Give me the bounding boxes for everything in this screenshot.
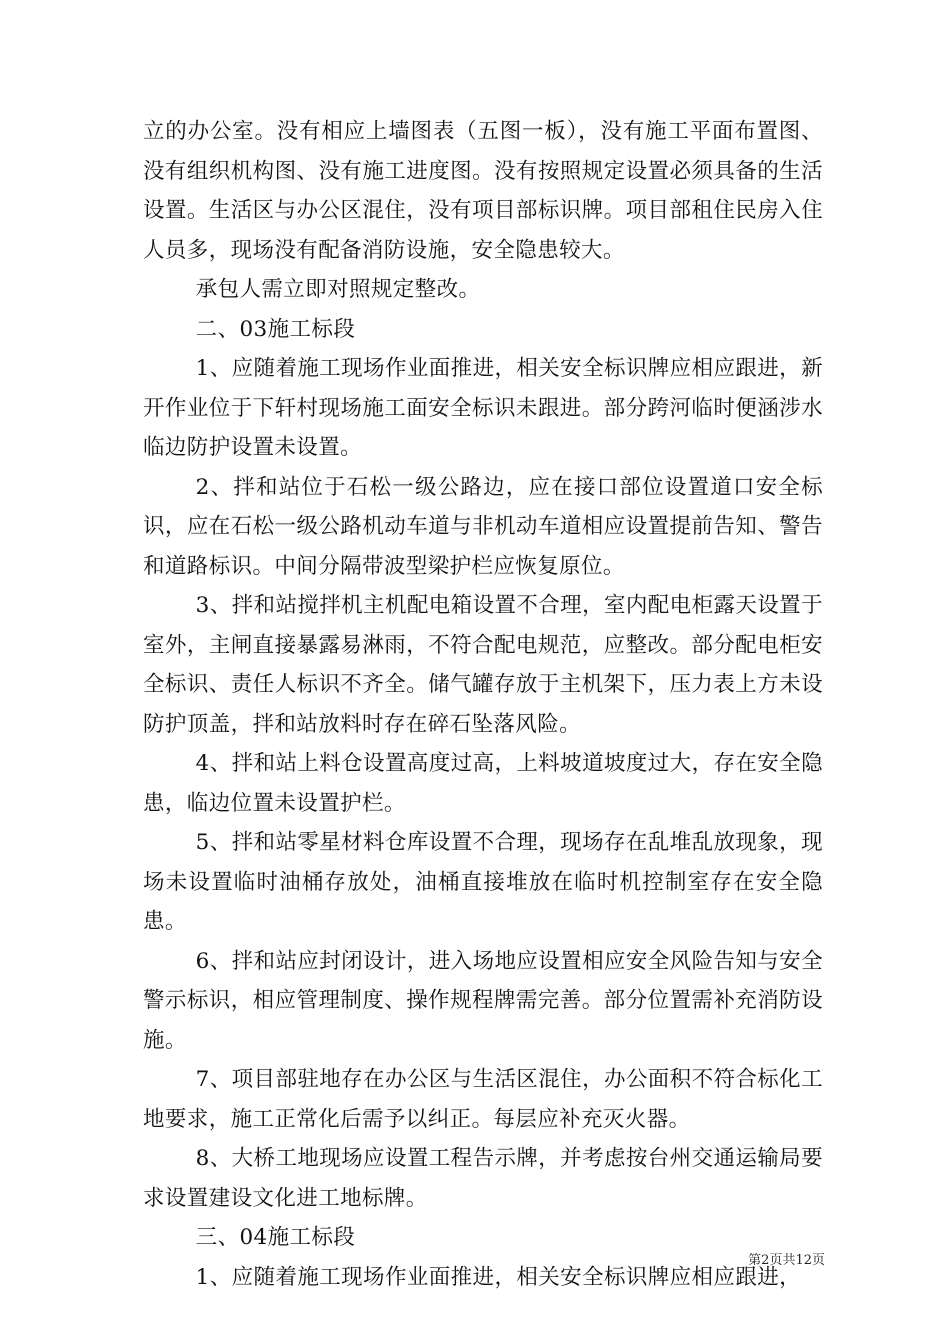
section-heading-04: 三、04施工标段 xyxy=(195,1225,356,1250)
section-heading-03: 二、03施工标段 xyxy=(195,316,356,342)
document-body xyxy=(143,112,823,1297)
list-item-03-8: 8、大桥工地现场应设置工程告示牌，并考虑按台州交通运输局要求设置建设文化进工地标牌。 xyxy=(143,1146,823,1211)
list-item-03-4: 4、拌和站上料仓设置高度过高，上料坡道坡度过大，存在安全隐患，临边位置未设置护栏。 xyxy=(143,751,823,816)
list-item-04-1: 1、应随着施工现场作业面推进，相关安全标识牌应相应跟进， xyxy=(195,1264,802,1290)
list-item-03-2: 2、拌和站位于石松一级公路边，应在接口部位设置道口安全标识，应在石松一级公路机动车道与非机动车道相应设置提前告知、警告和道路标识。中间分隔带波型梁护栏应恢复原位。 xyxy=(143,474,823,579)
list-item-03-6: 6、拌和站应封闭设计，进入场地应设置相应安全风险告知与安全警示标识，相应管理制度、操作规程牌需完善。部分位置需补充消防设施。 xyxy=(143,948,823,1053)
list-item-03-7: 7、项目部驻地存在办公区与生活区混住，办公面积不符合标化工地要求，施工正常化后需予以纠正。每层应补充灭火器。 xyxy=(143,1067,823,1132)
list-item-03-5: 5、拌和站零星材料仓库设置不合理，现场存在乱堆乱放现象，现场未设置临时油桶存放处，油桶直接堆放在临时机控制室存在安全隐患。 xyxy=(143,830,823,934)
list-item-03-1: 1、应随着施工现场作业面推进，相关安全标识牌应相应跟进，新开作业位于下轩村现场施工面安全标识未跟进。部分跨河临时便涵涉水临边防护设置未设置。 xyxy=(143,356,823,460)
paragraph-rectify-note: 承包人需立即对照规定整改。 xyxy=(195,277,481,302)
paragraph-continuation: 立的办公室。没有相应上墙图表（五图一板），没有施工平面布置图、没有组织机构图、没有施工进度图。没有按照规定设置必须具备的生活设置。生活区与办公区混住，没有项目部标识牌。项目部租住民房入住人员多，现场没有配备消防设施，安全隐患较大。 xyxy=(143,119,823,263)
list-item-03-3: 3、拌和站搅拌机主机配电箱设置不合理，室内配电柜露天设置于室外，主闸直接暴露易淋雨，不符合配电规范，应整改。部分配电柜安全标识、责任人标识不齐全。储气罐存放于主机架下，压力表上方未设防护顶盖，拌和站放料时存在碎石坠落风险。 xyxy=(143,593,823,737)
page-number-footer: 第2页共12页 xyxy=(748,1253,825,1268)
